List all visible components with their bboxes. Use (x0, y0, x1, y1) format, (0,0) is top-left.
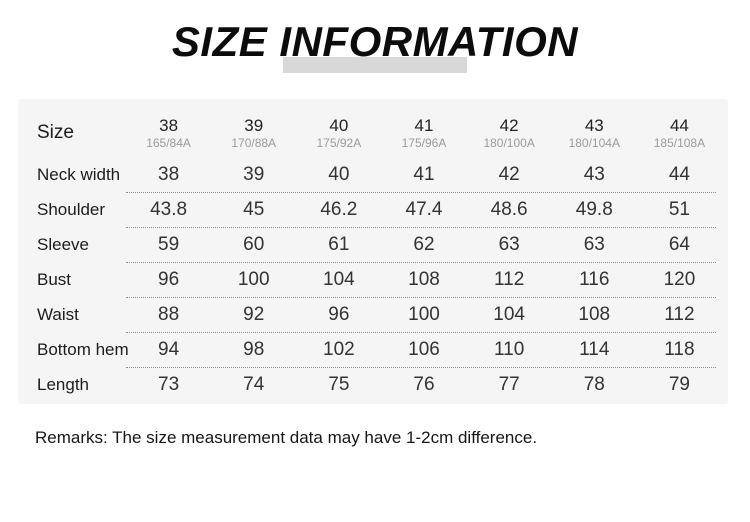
page-title: SIZE INFORMATION (171, 18, 579, 65)
value-cell: 44 (668, 164, 690, 185)
size-column-44 (637, 115, 722, 151)
value-cell: 59 (158, 234, 180, 255)
table-row-length (18, 368, 728, 402)
size-spec: 180/104A (568, 136, 620, 151)
value-cell: 49.8 (575, 199, 613, 220)
row-label: Sleeve (37, 235, 89, 254)
row-label: Neck width (37, 165, 121, 184)
value-cell: 43.8 (150, 199, 188, 220)
table-row-shoulder (18, 193, 728, 227)
value-cell: 88 (158, 304, 180, 325)
value-cell: 104 (323, 269, 355, 290)
value-cell: 102 (323, 339, 355, 360)
size-spec: 175/96A (401, 136, 447, 151)
table-header-row (18, 108, 728, 158)
value-cell: 45 (243, 199, 265, 220)
value-cell: 48.6 (490, 199, 528, 220)
value-cell: 61 (328, 234, 350, 255)
value-cell: 108 (578, 304, 611, 325)
table-row-sleeve (18, 228, 728, 262)
size-row-header: Size (37, 122, 74, 143)
size-table-card (18, 99, 728, 404)
table-row-bottom-hem (18, 333, 728, 367)
row-label: Bust (37, 270, 72, 289)
remarks-text: Remarks: The size measurement data may have 1-2cm difference. (35, 428, 538, 447)
value-cell: 40 (328, 164, 350, 185)
value-cell: 63 (498, 234, 520, 255)
size-number: 41 (414, 116, 434, 136)
value-cell: 38 (158, 164, 180, 185)
size-column-41 (381, 115, 466, 151)
value-cell: 100 (237, 269, 270, 290)
value-cell: 96 (328, 304, 350, 325)
row-label: Shoulder (37, 200, 106, 219)
value-cell: 112 (493, 269, 525, 290)
value-cell: 100 (408, 304, 440, 325)
size-column-40 (296, 115, 381, 151)
value-cell: 47.4 (405, 199, 443, 220)
size-spec: 180/100A (483, 136, 535, 151)
value-cell: 98 (243, 339, 265, 360)
table-row-waist (18, 298, 728, 332)
size-spec: 170/88A (231, 136, 277, 151)
value-cell: 114 (579, 339, 610, 360)
row-label: Length (37, 375, 89, 394)
page-header (0, 0, 750, 78)
size-number: 42 (499, 116, 519, 136)
value-cell: 116 (579, 269, 610, 290)
value-cell: 106 (408, 339, 440, 360)
size-column-38 (126, 115, 211, 151)
value-cell: 41 (413, 164, 435, 185)
value-cell: 64 (668, 234, 690, 255)
value-cell: 42 (498, 164, 520, 185)
value-cell: 104 (493, 304, 525, 325)
value-cell: 118 (664, 339, 695, 360)
size-number: 43 (584, 116, 604, 136)
value-cell: 77 (498, 374, 520, 395)
value-cell: 46.2 (320, 199, 358, 220)
table-row-bust (18, 263, 728, 297)
value-cell: 76 (413, 374, 435, 395)
value-cell: 79 (668, 374, 690, 395)
value-cell: 63 (583, 234, 605, 255)
value-cell: 110 (493, 339, 525, 360)
value-cell: 94 (158, 339, 180, 360)
value-cell: 120 (663, 269, 696, 290)
value-cell: 73 (158, 374, 180, 395)
value-cell: 112 (664, 304, 695, 325)
size-number: 39 (244, 116, 264, 136)
size-number: 38 (159, 116, 179, 136)
size-column-42 (467, 115, 552, 151)
size-spec: 185/108A (653, 136, 706, 151)
value-cell: 60 (243, 234, 265, 255)
value-cell: 62 (413, 234, 435, 255)
value-cell: 96 (158, 269, 180, 290)
value-cell: 39 (243, 164, 265, 185)
row-label: Waist (37, 305, 79, 324)
value-cell: 78 (583, 374, 605, 395)
size-number: 40 (329, 116, 349, 136)
size-spec: 175/92A (316, 136, 362, 151)
value-cell: 74 (243, 374, 265, 395)
row-label: Bottom hem (37, 340, 129, 359)
table-row-neck-width (18, 158, 728, 192)
size-column-39 (211, 115, 296, 151)
size-number: 44 (669, 116, 689, 136)
value-cell: 75 (328, 374, 350, 395)
value-cell: 43 (583, 164, 605, 185)
value-cell: 108 (408, 269, 440, 290)
value-cell: 51 (668, 199, 690, 220)
value-cell: 92 (243, 304, 265, 325)
size-spec: 165/84A (146, 136, 191, 151)
size-column-43 (552, 115, 637, 151)
